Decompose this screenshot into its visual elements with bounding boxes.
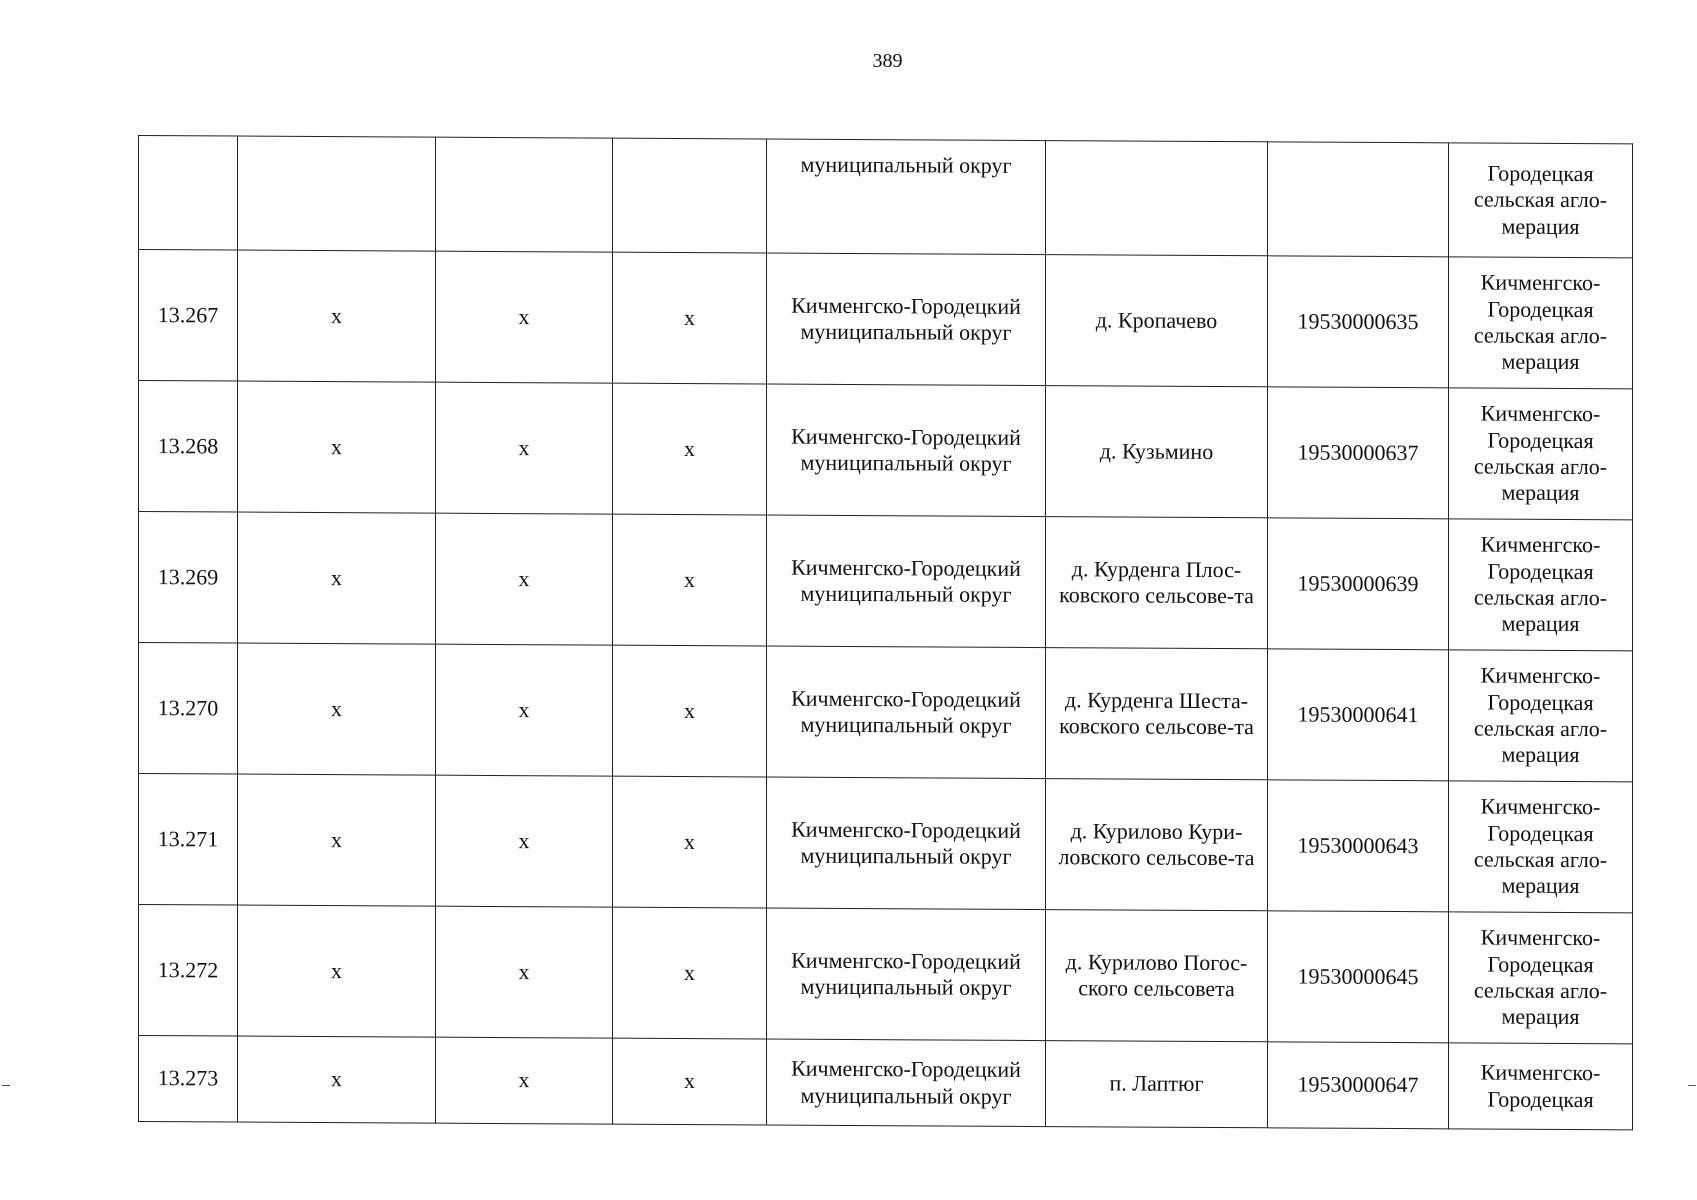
row-number-cell: 13.267: [139, 250, 238, 382]
marker-cell-2: х: [238, 1036, 436, 1123]
scan-edge-mark: [1688, 1085, 1696, 1086]
table-row: [139, 774, 1633, 913]
settlement-cell: д. Курденга Шеста-ковского сельсове-та: [1046, 648, 1268, 780]
district-cell: Кичменгско-Городецкий муниципальный округ: [767, 384, 1046, 517]
marker-cell-4: х: [613, 514, 767, 646]
marker-cell-3: [436, 137, 613, 252]
agglomeration-cell: Кичменгско-Городецкая сельская агло-мерация: [1449, 519, 1633, 651]
district-cell: Кичменгско-Городецкий муниципальный округ: [767, 646, 1046, 779]
district-cell: Кичменгско-Городецкий муниципальный округ: [767, 1039, 1046, 1127]
settlement-cell: д. Курилово Погос-ского сельсовета: [1046, 910, 1268, 1042]
settlement-cell: д. Кропачево: [1046, 255, 1268, 387]
code-cell: 19530000645: [1268, 911, 1449, 1043]
row-number-cell: 13.268: [139, 381, 238, 513]
agglomeration-cell: Кичменгско-Городецкая сельская агло-мерация: [1449, 650, 1633, 782]
code-cell: 19530000639: [1268, 518, 1449, 650]
district-cell: муниципальный округ: [767, 139, 1046, 255]
code-cell: 19530000641: [1268, 649, 1449, 781]
marker-cell-2: [238, 136, 436, 251]
marker-cell-2: х: [238, 381, 436, 513]
marker-cell-2: х: [238, 512, 436, 644]
district-cell: Кичменгско-Городецкий муниципальный округ: [767, 253, 1046, 386]
marker-cell-4: х: [613, 1038, 767, 1125]
code-cell: 19530000637: [1268, 387, 1449, 519]
row-number-cell: [139, 136, 238, 251]
marker-cell-3: х: [436, 1037, 613, 1124]
agglomeration-cell: Кичменгско-Городецкая сельская агло-мерация: [1449, 781, 1633, 913]
row-number-cell: 13.273: [139, 1036, 238, 1123]
agglomeration-cell: Кичменгско-Городецкая сельская агло-мерация: [1449, 257, 1633, 389]
table-row: [139, 381, 1633, 520]
settlement-cell: д. Курилово Кури-ловского сельсове-та: [1046, 779, 1268, 911]
agglomeration-cell: Кичменгско-Городецкая: [1449, 1043, 1633, 1130]
marker-cell-4: [613, 138, 767, 253]
table-row: [139, 512, 1633, 651]
table-row: [139, 136, 1633, 258]
agglomeration-cell: Городецкая сельская агло-мерация: [1449, 143, 1633, 258]
row-number-cell: 13.272: [139, 905, 238, 1037]
district-cell: Кичменгско-Городецкий муниципальный округ: [767, 777, 1046, 910]
settlements-table: [138, 135, 1633, 1130]
table-row: [139, 643, 1633, 782]
marker-cell-3: х: [436, 775, 613, 907]
marker-cell-2: х: [238, 250, 436, 382]
district-cell: Кичменгско-Городецкий муниципальный округ: [767, 515, 1046, 648]
settlement-cell: п. Лаптюг: [1046, 1041, 1268, 1128]
row-number-cell: 13.269: [139, 512, 238, 644]
table-row: [139, 905, 1633, 1044]
settlement-cell: д. Курденга Плос-ковского сельсове-та: [1046, 517, 1268, 649]
marker-cell-3: х: [436, 906, 613, 1038]
district-cell: Кичменгско-Городецкий муниципальный округ: [767, 908, 1046, 1041]
code-cell: 19530000643: [1268, 780, 1449, 912]
page-number: 389: [872, 50, 903, 72]
agglomeration-cell: Кичменгско-Городецкая сельская агло-мерация: [1449, 388, 1633, 520]
agglomeration-cell: Кичменгско-Городецкая сельская агло-мерация: [1449, 912, 1633, 1044]
row-number-cell: 13.271: [139, 774, 238, 906]
marker-cell-2: х: [238, 905, 436, 1037]
row-number-cell: 13.270: [139, 643, 238, 775]
code-cell: 19530000647: [1268, 1042, 1449, 1129]
settlement-cell: [1046, 141, 1268, 256]
scan-edge-mark: [2, 1085, 10, 1086]
table-row: [139, 1036, 1633, 1130]
marker-cell-2: х: [238, 774, 436, 906]
code-cell: [1268, 142, 1449, 257]
marker-cell-3: х: [436, 382, 613, 514]
marker-cell-3: х: [436, 644, 613, 776]
marker-cell-4: х: [613, 383, 767, 515]
marker-cell-4: х: [613, 907, 767, 1039]
marker-cell-4: х: [613, 645, 767, 777]
marker-cell-4: х: [613, 776, 767, 908]
table-container: [138, 135, 1632, 1130]
marker-cell-4: х: [613, 252, 767, 384]
settlement-cell: д. Кузьмино: [1046, 386, 1268, 518]
code-cell: 19530000635: [1268, 256, 1449, 388]
marker-cell-3: х: [436, 251, 613, 383]
marker-cell-2: х: [238, 643, 436, 775]
marker-cell-3: х: [436, 513, 613, 645]
table-row: [139, 250, 1633, 389]
